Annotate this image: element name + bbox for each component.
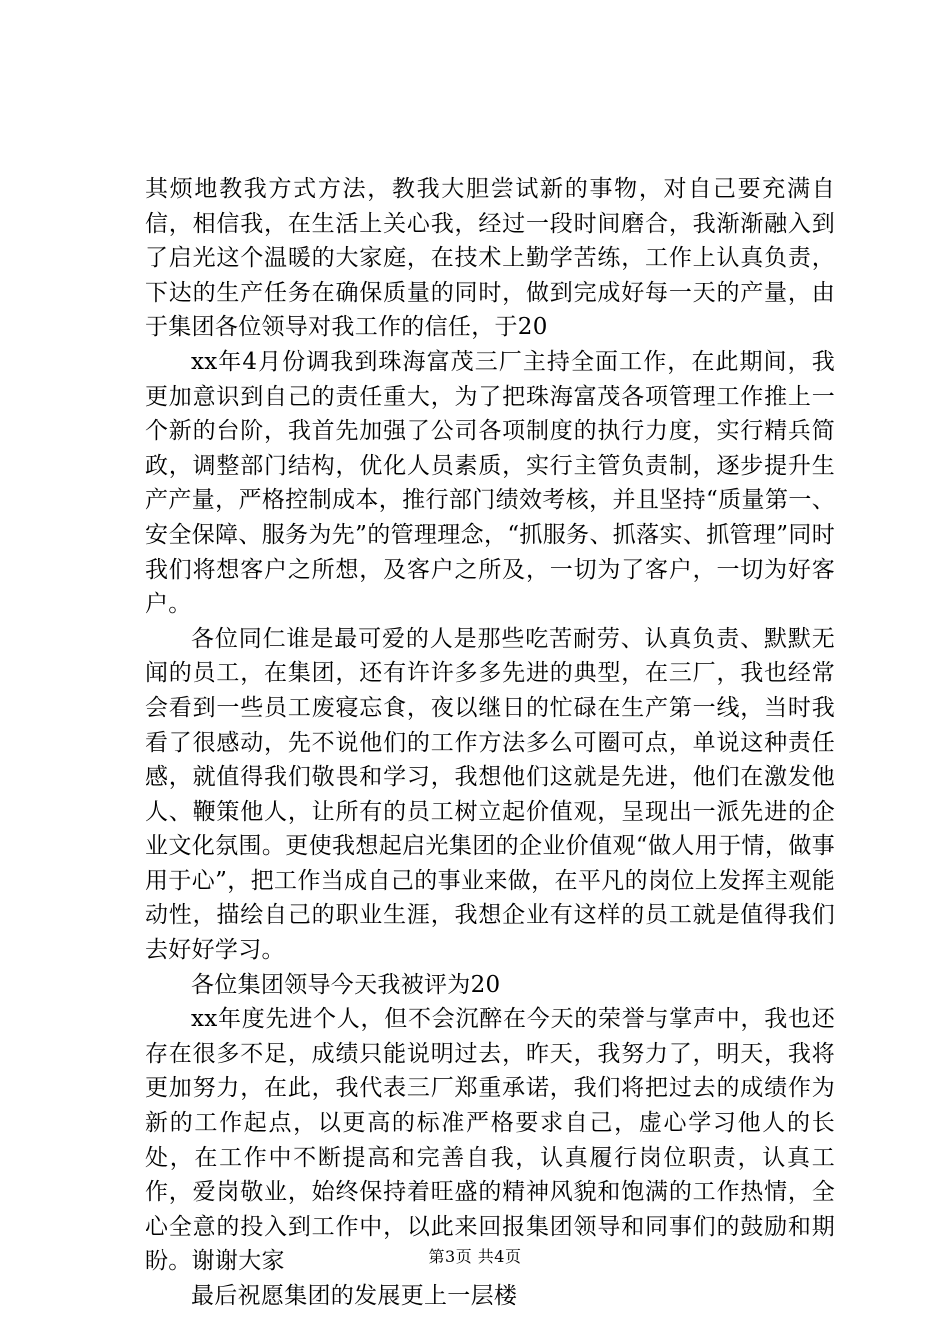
paragraph-closing-wish: 最后祝愿集团的发展更上一层楼 (191, 1283, 518, 1309)
page-number-footer: 第3页 共4页 (428, 1247, 522, 1266)
paragraph-commitment: xx年度先进个人，但不会沉醉在今天的荣誉与掌声中，我也还存在很多不足，成绩只能说明过去，昨天，我努力了，明天，我将更加努力，在此，我代表三厂郑重承诺，我们将把过去的成绩作为新的工作起点，以更高的标准严格要求自己，虚心学习他人的长处，在工作中不断提高和完善自我，认真履行岗位职责，认真工作，爱岗敬业，始终保持着旺盛的精神风貌和饱满的工作热情，全心全意的投入到工作中，以此来回报集团领导和同事们的鼓励和期盼。谢谢大家 (145, 1006, 835, 1275)
paragraph-continuation: 其烦地教我方式方法，教我大胆尝试新的事物，对自己要充满自信，相信我，在生活上关心我，经过一段时间磨合，我渐渐融入到了启光这个温暖的大家庭，在技术上勤学苦练，工作上认真负责，下达的生产任务在确保质量的同时，做到完成好每一天的产量，由于集团各位领导对我工作的信任，于20 (145, 176, 835, 341)
paragraph-award-intro: 各位集团领导今天我被评为20 (191, 971, 501, 998)
paragraph-colleagues: 各位同仁谁是最可爱的人是那些吃苦耐劳、认真负责、默默无闻的员工，在集团，还有许许多多先进的典型，在三厂，我也经常会看到一些员工废寝忘食，夜以继日的忙碌在生产第一线，当时我看了很感动，先不说他们的工作方法多么可圈可点，单说这种责任感，就值得我们敬畏和学习，我想他们这就是先进，他们在激发他人、鞭策他人，让所有的员工树立起价值观，呈现出一派先进的企业文化氛围。更使我想起启光集团的企业价值观“做人用于情，做事用于心”，把工作当成自己的事业来做，在平凡的岗位上发挥主观能动性，描绘自己的职业生涯，我想企业有这样的员工就是值得我们去好好学习。 (145, 625, 835, 964)
paragraph-zhuhai-work: xx年4月份调我到珠海富茂三厂主持全面工作，在此期间，我更加意识到自己的责任重大，为了把珠海富茂各项管理工作推上一个新的台阶，我首先加强了公司各项制度的执行力度，实行精兵简政，调整部门结构，优化人员素质，实行主管负责制，逐步提升生产产量，严格控制成本，推行部门绩效考核，并且坚持“质量第一、安全保障、服务为先”的管理理念，“抓服务、抓落实、抓管理”同时我们将想客户之所想，及客户之所及，一切为了客户，一切为好客户。 (145, 348, 835, 618)
document-body (145, 172, 835, 1314)
